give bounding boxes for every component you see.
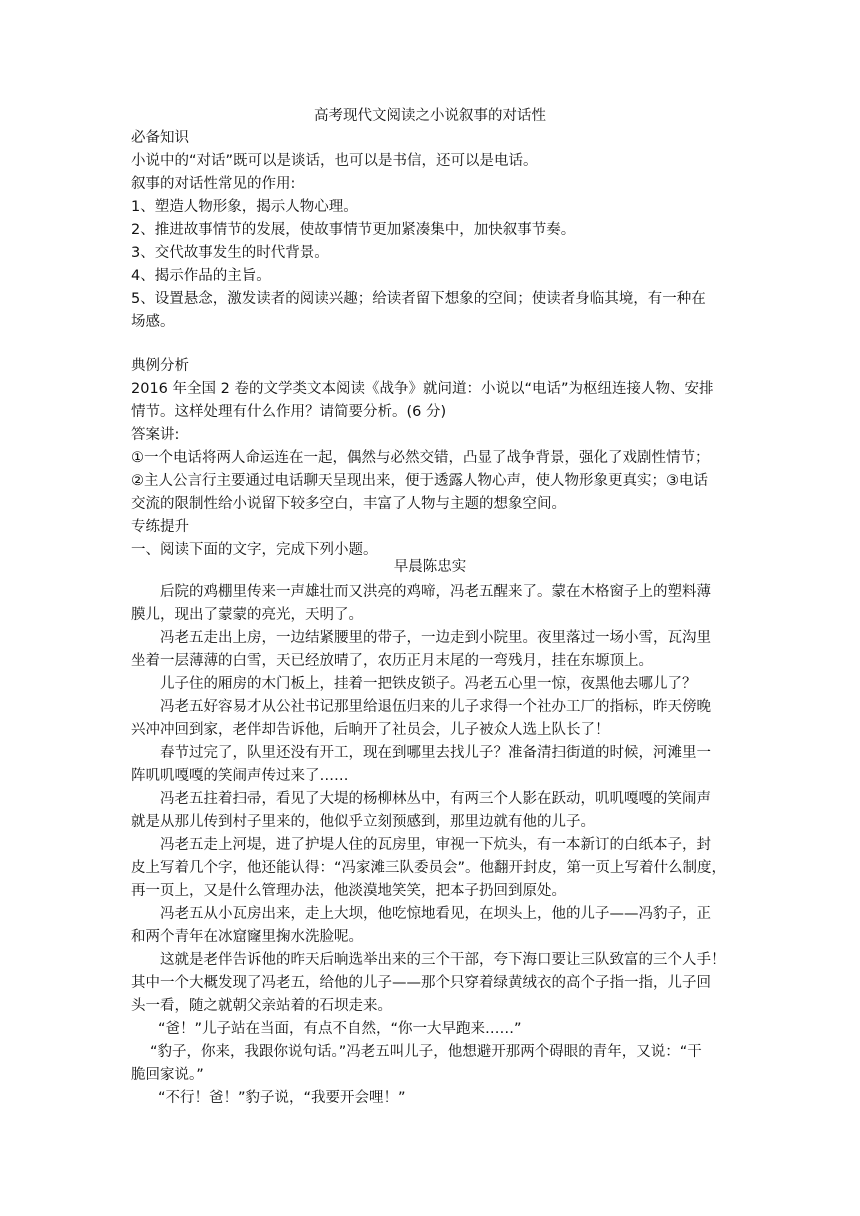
document-title: 高考现代文阅读之小说叙事的对话性	[314, 108, 546, 124]
story-line: 这就是老伴告诉他的昨天后晌选举出来的三个干部，夸下海口要让三队致富的三个人手！	[160, 952, 726, 968]
practice-instruction: 一、阅读下面的文字，完成下列小题。	[131, 542, 378, 558]
story-line: 冯老五从小瓦房出来，走上大坝，他吃惊地看见，在坝头上，他的儿子——冯豹子，正	[160, 906, 711, 922]
question-line: 2016 年全国 2 卷的文学类文本阅读《战争》就问道：小说以“电话”为枢纽连接人物、安排	[131, 381, 714, 397]
story-line: 膜儿，现出了蒙蒙的亮光，天明了。	[131, 607, 363, 623]
dialogue-line: 脆回家说。”	[131, 1067, 204, 1083]
dialogue-line: “豹子，你来，我跟你说句话。”冯老五叫儿子，他想避开那两个碍眼的青年，又说：“干	[150, 1044, 702, 1060]
list-item: 2、推进故事情节的发展，使故事情节更加紧凑集中，加快叙事节奏。	[131, 222, 576, 238]
story-line: 再一页上，又是什么管理办法，他淡漠地笑笑，把本子扔回到原处。	[131, 883, 566, 899]
answer-line: ①一个电话将两人命运连在一起，偶然与必然交错，凸显了战争背景，强化了戏剧性情节；	[131, 450, 710, 466]
story-line: 和两个青年在冰窟窿里掬水洗脸呢。	[131, 929, 363, 945]
answer-label: 答案讲:	[131, 427, 180, 443]
story-line: 春节过完了，队里还没有开工，现在到哪里去找儿子？准备清扫街道的时候，河滩里一	[160, 745, 711, 761]
story-title: 早晨陈忠实	[393, 559, 467, 575]
story-line: 冯老五拄着扫帚，看见了大堤的杨柳林丛中，有两三个人影在跃动，叽叽嘎嘎的笑闹声	[160, 791, 711, 807]
list-item: 5、设置悬念，激发读者的阅读兴趣；给读者留下想象的空间；使读者身临其境，有一种在	[131, 291, 706, 307]
dialogue-line: “不行！爸！”豹子说，“我要开会哩！”	[158, 1090, 406, 1106]
section-heading-example: 典例分析	[131, 358, 189, 374]
section-heading-practice: 专练提升	[131, 519, 189, 535]
story-line: 就是从那儿传到村子里来的，他似乎立刻预感到，那里边就有他的儿子。	[131, 814, 595, 830]
story-line: 冯老五走出上房，一边结紧腰里的带子，一边走到小院里。夜里落过一场小雪，瓦沟里	[160, 630, 711, 646]
story-line: 兴冲冲回到家，老伴却告诉他，后晌开了社员会，儿子被众人选上队长了！	[131, 722, 610, 738]
story-line: 冯老五好容易才从公社书记那里给退伍归来的儿子求得一个社办工厂的指标，昨天傍晚	[160, 699, 711, 715]
answer-line: ②主人公言行主要通过电话聊天呈现出来，便于透露人物心声，使人物形象更真实；③电话	[131, 473, 708, 489]
dialogue-line: “爸！”儿子站在当面，有点不自然，“你一大早跑来……”	[158, 1021, 522, 1037]
question-line: 情节。这样处理有什么作用？请简要分析。(6 分)	[131, 404, 447, 420]
answer-line: 交流的限制性给小说留下较多空白，丰富了人物与主题的想象空间。	[131, 496, 566, 512]
story-line: 后院的鸡棚里传来一声雄壮而又洪亮的鸡啼，冯老五醒来了。蒙在木格窗子上的塑料薄	[160, 584, 711, 600]
list-item: 4、揭示作品的主旨。	[131, 268, 271, 284]
story-line: 皮上写着几个字，他还能认得：“冯家滩三队委员会”。他翻开封皮，第一页上写着什么制度，	[131, 860, 727, 876]
list-item-continuation: 场感。	[131, 314, 175, 330]
story-line: 儿子住的厢房的木门板上，挂着一把铁皮锁子。冯老五心里一惊，夜黑他去哪儿了？	[160, 676, 697, 692]
story-line: 阵叽叽嘎嘎的笑闹声传过来了……	[131, 768, 349, 784]
story-line: 其中一个大概发现了冯老五，给他的儿子——那个只穿着绿黄绒衣的高个子指一指，儿子回	[131, 975, 711, 991]
paragraph-line: 小说中的“对话”既可以是谈话，也可以是书信，还可以是电话。	[131, 153, 538, 169]
list-item: 3、交代故事发生的时代背景。	[131, 245, 329, 261]
list-item: 1、塑造人物形象，揭示人物心理。	[131, 199, 358, 215]
story-line: 冯老五走上河堤，进了护堤人住的瓦房里，审视一下炕头，有一本新订的白纸本子，封	[160, 837, 711, 853]
paragraph-line: 叙事的对话性常见的作用:	[131, 176, 296, 192]
story-line: 坐着一层薄薄的白雪，天已经放晴了，农历正月末尾的一弯残月，挂在东塬顶上。	[131, 653, 653, 669]
section-heading-knowledge: 必备知识	[131, 130, 189, 146]
story-line: 头一看，随之就朝父亲站着的石坝走来。	[131, 998, 392, 1014]
